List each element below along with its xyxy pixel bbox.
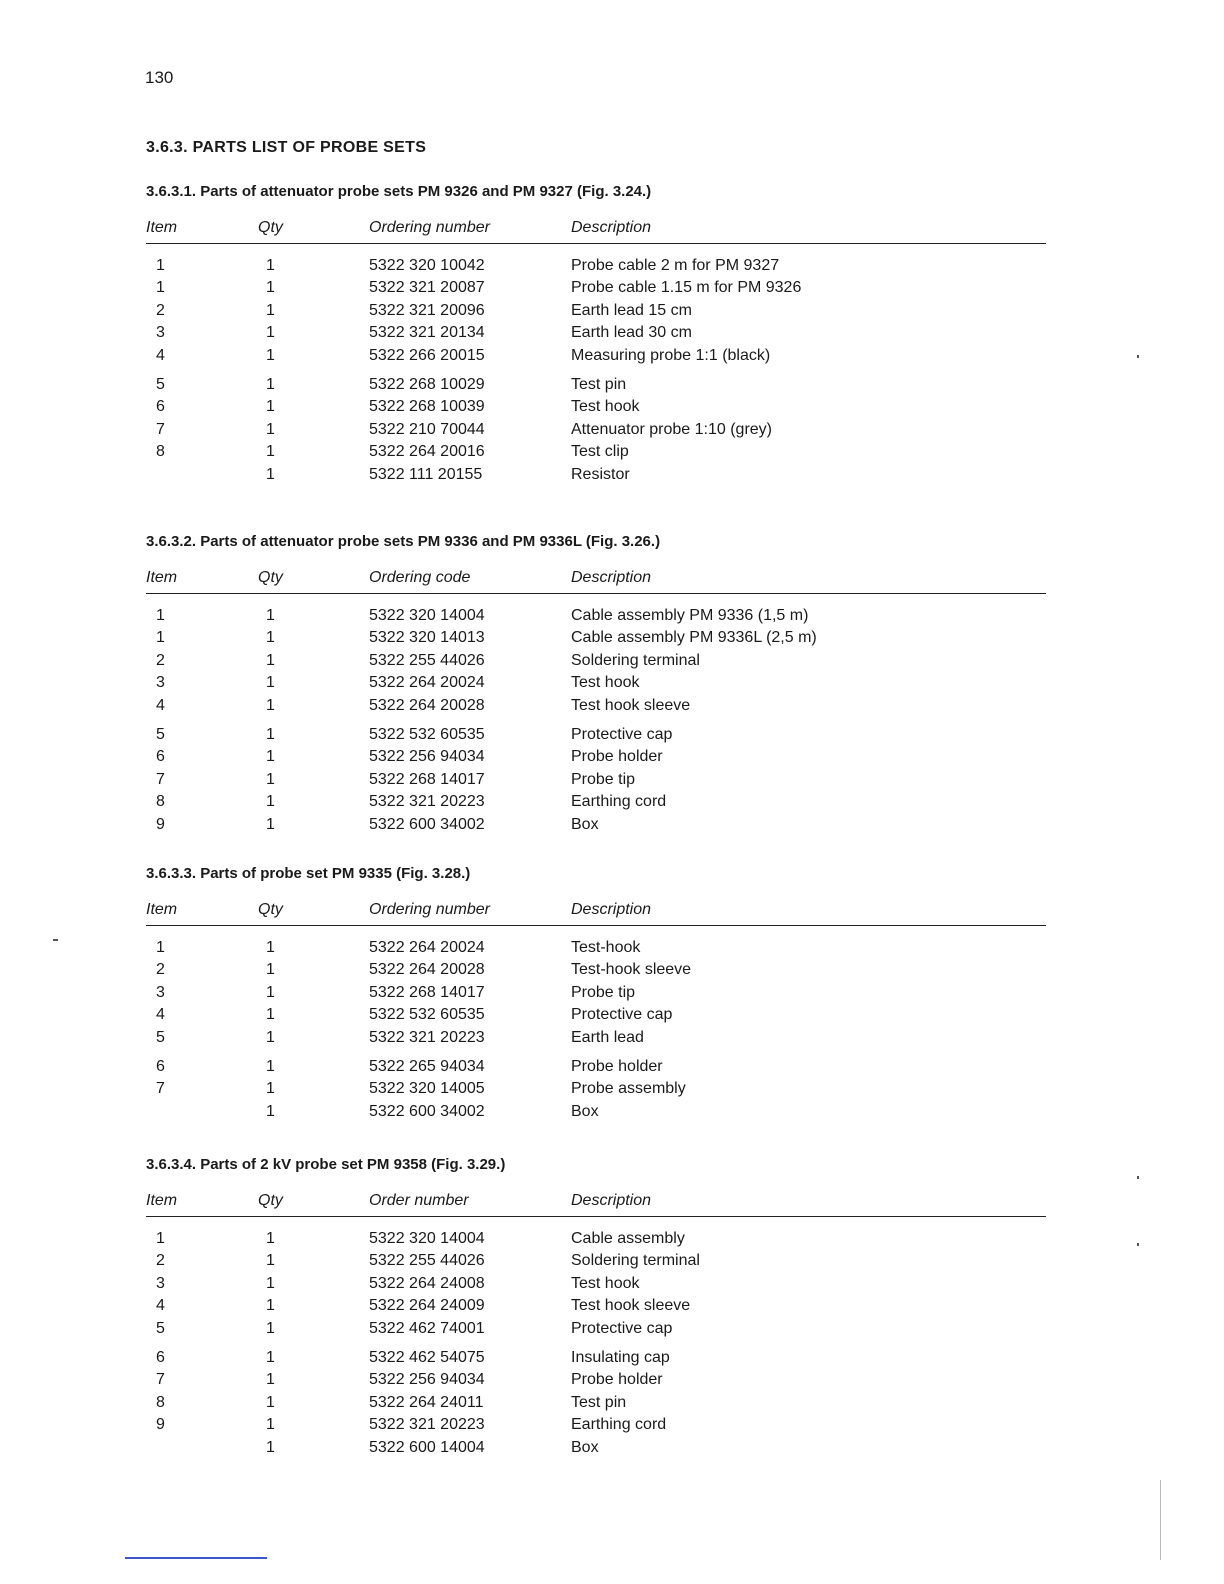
- cell-item: 2: [156, 961, 165, 979]
- cell-description: Test hook: [571, 398, 640, 416]
- table-row: [146, 697, 1046, 719]
- cell-qty: 1: [266, 961, 275, 979]
- cell-qty: 1: [266, 1371, 275, 1389]
- page-title: 3.6.3. PARTS LIST OF PROBE SETS: [146, 139, 427, 156]
- column-header-description: Description: [571, 901, 652, 918]
- cell-item: 5: [156, 1319, 165, 1337]
- cell-qty: 1: [266, 1230, 275, 1247]
- cell-item: 6: [156, 1348, 165, 1366]
- cell-ordering: 5322 264 20028: [369, 961, 485, 979]
- cell-item: 2: [156, 1252, 165, 1270]
- cell-item: 1: [156, 257, 165, 274]
- cell-description: Measuring probe 1:1 (black): [571, 346, 771, 364]
- cell-item: 8: [156, 1393, 165, 1411]
- cell-ordering: 5322 255 44026: [369, 1252, 485, 1270]
- cell-qty: 1: [266, 939, 275, 956]
- cell-description: Test pin: [571, 1393, 627, 1411]
- cell-qty: 1: [266, 420, 275, 438]
- column-header-ordering: Ordering code: [369, 569, 471, 586]
- cell-description: Protective cap: [571, 1319, 673, 1337]
- table-row: [146, 1252, 1046, 1274]
- cell-qty: 1: [266, 324, 275, 342]
- cell-item: 2: [156, 301, 165, 319]
- cell-description: Earth lead 30 cm: [571, 324, 692, 342]
- cell-qty: 1: [266, 1057, 275, 1075]
- cell-description: Soldering terminal: [571, 1252, 700, 1270]
- cell-ordering: 5322 268 14017: [369, 983, 485, 1001]
- column-header-ordering: Order number: [369, 1192, 469, 1209]
- table-row: [146, 629, 1046, 651]
- cell-description: Probe holder: [571, 1371, 663, 1389]
- table-row: [146, 1058, 1046, 1080]
- cell-description: Test hook sleeve: [571, 1297, 691, 1315]
- column-header-item: Item: [146, 219, 178, 236]
- cell-ordering: 5322 256 94034: [369, 1371, 485, 1389]
- cell-ordering: 5322 264 24011: [369, 1393, 484, 1411]
- table-row: [146, 347, 1046, 369]
- cell-description: Probe assembly: [571, 1080, 686, 1098]
- cell-description: Probe cable 2 m for PM 9327: [571, 257, 780, 274]
- cell-description: Test clip: [571, 443, 629, 461]
- cell-item: 5: [156, 375, 165, 393]
- cell-ordering: 5322 532 60535: [369, 1006, 485, 1024]
- table-row: [146, 1297, 1046, 1319]
- cell-ordering: 5322 600 34002: [369, 815, 485, 833]
- cell-qty: 1: [266, 279, 275, 297]
- table-row: [146, 257, 1046, 279]
- cell-qty: 1: [266, 1102, 275, 1120]
- section-title: 3.6.3.2. Parts of attenuator probe sets PM 9336 and PM 9336L (Fig. 3.26.): [146, 533, 661, 550]
- table-row: [146, 1439, 1046, 1461]
- cell-description: Test hook: [571, 674, 640, 692]
- column-header-description: Description: [571, 219, 652, 236]
- cell-item: 1: [156, 629, 165, 647]
- cell-description: Cable assembly PM 9336 (1,5 m): [571, 607, 809, 624]
- cell-description: Resistor: [571, 465, 630, 483]
- cell-item: 7: [156, 770, 165, 788]
- cell-qty: 1: [266, 607, 275, 624]
- cell-qty: 1: [266, 1006, 275, 1024]
- table-header: [146, 901, 1046, 925]
- cell-ordering: 5322 264 24009: [369, 1297, 485, 1315]
- cell-description: Probe tip: [571, 770, 636, 788]
- cell-qty: 1: [266, 748, 275, 766]
- cell-ordering: 5322 268 14017: [369, 770, 485, 788]
- cell-ordering: 5322 320 10042: [369, 257, 485, 274]
- cell-qty: 1: [266, 696, 275, 714]
- column-header-qty: Qty: [258, 219, 283, 236]
- cell-description: Test-hook sleeve: [571, 961, 692, 979]
- cell-qty: 1: [266, 1274, 275, 1292]
- cell-item: 8: [156, 793, 165, 811]
- table-header: [146, 569, 1046, 593]
- cell-description: Box: [571, 815, 599, 833]
- cell-qty: 1: [266, 629, 275, 647]
- cell-ordering: 5322 264 24008: [369, 1274, 485, 1292]
- cell-qty: 1: [266, 1319, 275, 1337]
- table-row: [146, 1320, 1046, 1342]
- cell-description: Box: [571, 1102, 599, 1120]
- cell-qty: 1: [266, 375, 275, 393]
- cell-item: 8: [156, 443, 165, 461]
- table-row: [146, 1394, 1046, 1416]
- cell-item: 9: [156, 1416, 165, 1434]
- cell-ordering: 5322 321 20223: [369, 1416, 485, 1434]
- table-row: [146, 939, 1046, 961]
- header-rule: [146, 243, 1046, 244]
- cell-description: Cable assembly PM 9336L (2,5 m): [571, 629, 817, 647]
- cell-qty: 1: [266, 651, 275, 669]
- table-row: [146, 443, 1046, 465]
- cell-qty: 1: [266, 983, 275, 1001]
- column-header-ordering: Ordering number: [369, 901, 490, 918]
- cell-ordering: 5322 532 60535: [369, 725, 485, 743]
- cell-qty: 1: [266, 674, 275, 692]
- table-row: [146, 652, 1046, 674]
- cell-ordering: 5322 268 10039: [369, 398, 485, 416]
- table-row: [146, 1103, 1046, 1125]
- cell-description: Earthing cord: [571, 1416, 667, 1434]
- column-header-qty: Qty: [258, 901, 283, 918]
- cell-ordering: 5322 320 14004: [369, 1230, 485, 1247]
- cell-item: 7: [156, 1080, 165, 1098]
- cell-ordering: 5322 210 70044: [369, 420, 485, 438]
- column-header-item: Item: [146, 569, 178, 586]
- cell-qty: 1: [266, 1348, 275, 1366]
- cell-qty: 1: [266, 1080, 275, 1098]
- cell-item: 5: [156, 725, 165, 743]
- cell-description: Test-hook: [571, 939, 641, 956]
- table-header: [146, 1192, 1046, 1216]
- table-row: [146, 793, 1046, 815]
- cell-item: 3: [156, 983, 165, 1001]
- cell-description: Cable assembly: [571, 1230, 685, 1247]
- cell-ordering: 5322 321 20223: [369, 793, 485, 811]
- cell-qty: 1: [266, 770, 275, 788]
- table-body: [146, 939, 1046, 1125]
- column-header-ordering: Ordering number: [369, 219, 490, 236]
- cell-qty: 1: [266, 257, 275, 274]
- cell-ordering: 5322 264 20028: [369, 696, 485, 714]
- cell-ordering: 5322 600 14004: [369, 1438, 485, 1456]
- cell-description: Probe holder: [571, 1057, 663, 1075]
- cell-item: 7: [156, 420, 165, 438]
- cell-qty: 1: [266, 1416, 275, 1434]
- cell-item: 4: [156, 696, 165, 714]
- table-row: [146, 984, 1046, 1006]
- table-row: [146, 1416, 1046, 1438]
- table-row: [146, 771, 1046, 793]
- cell-qty: 1: [266, 1297, 275, 1315]
- cell-qty: 1: [266, 725, 275, 743]
- column-header-description: Description: [571, 1192, 652, 1209]
- table-row: [146, 1349, 1046, 1371]
- cell-description: Probe holder: [571, 748, 663, 766]
- cell-description: Box: [571, 1438, 599, 1456]
- column-header-qty: Qty: [258, 569, 283, 586]
- table-row: [146, 324, 1046, 346]
- column-header-description: Description: [571, 569, 652, 586]
- cell-description: Test pin: [571, 375, 627, 393]
- cell-qty: 1: [266, 1393, 275, 1411]
- cell-ordering: 5322 268 10029: [369, 375, 485, 393]
- cell-qty: 1: [266, 301, 275, 319]
- cell-item: 1: [156, 1230, 165, 1247]
- cell-item: 4: [156, 346, 165, 364]
- table-row: [146, 1371, 1046, 1393]
- cell-item: 3: [156, 1274, 165, 1292]
- cell-ordering: 5322 264 20016: [369, 443, 485, 461]
- table-row: [146, 302, 1046, 324]
- cell-item: 6: [156, 398, 165, 416]
- page-number: 130: [145, 68, 174, 87]
- cell-item: 2: [156, 651, 165, 669]
- table-row: [146, 466, 1046, 488]
- cell-description: Earthing cord: [571, 793, 667, 811]
- cell-ordering: 5322 255 44026: [369, 651, 485, 669]
- table-row: [146, 421, 1046, 443]
- cell-description: Insulating cap: [571, 1348, 670, 1366]
- table-row: [146, 607, 1046, 629]
- parts-section-4: [146, 1156, 1046, 1461]
- parts-section-2: [146, 533, 1046, 838]
- cell-item: 3: [156, 324, 165, 342]
- cell-ordering: 5322 256 94034: [369, 748, 485, 766]
- cell-qty: 1: [266, 443, 275, 461]
- cell-description: Probe tip: [571, 983, 636, 1001]
- cell-ordering: 5322 266 20015: [369, 346, 485, 364]
- table-row: [146, 1275, 1046, 1297]
- cell-qty: 1: [266, 1252, 275, 1270]
- parts-section-1: [146, 183, 1046, 488]
- cell-ordering: 5322 600 34002: [369, 1102, 485, 1120]
- cell-qty: 1: [266, 793, 275, 811]
- cell-ordering: 5322 321 20134: [369, 324, 485, 342]
- cell-description: Test hook: [571, 1274, 640, 1292]
- cell-description: Test hook sleeve: [571, 696, 691, 714]
- table-row: [146, 816, 1046, 838]
- footer-rule: [125, 1557, 267, 1559]
- table-row: [146, 279, 1046, 301]
- cell-ordering: 5322 320 14013: [369, 629, 485, 647]
- table-body: [146, 607, 1046, 838]
- table-row: [146, 726, 1046, 748]
- cell-ordering: 5322 320 14005: [369, 1080, 485, 1098]
- table-row: [146, 748, 1046, 770]
- cell-item: 1: [156, 279, 165, 297]
- cell-item: 1: [156, 607, 165, 624]
- cell-ordering: 5322 264 20024: [369, 674, 485, 692]
- table-header: [146, 219, 1046, 243]
- cell-ordering: 5322 320 14004: [369, 607, 485, 624]
- cell-ordering: 5322 321 20096: [369, 301, 485, 319]
- cell-item: 4: [156, 1006, 165, 1024]
- table-row: [146, 376, 1046, 398]
- cell-ordering: 5322 462 54075: [369, 1348, 485, 1366]
- header-rule: [146, 925, 1046, 926]
- cell-description: Soldering terminal: [571, 651, 700, 669]
- cell-description: Earth lead 15 cm: [571, 301, 692, 319]
- table-row: [146, 674, 1046, 696]
- cell-description: Protective cap: [571, 725, 673, 743]
- table-body: [146, 1230, 1046, 1461]
- cell-ordering: 5322 462 74001: [369, 1319, 485, 1337]
- cell-item: 4: [156, 1297, 165, 1315]
- cell-qty: 1: [266, 465, 275, 483]
- cell-description: Protective cap: [571, 1006, 673, 1024]
- cell-ordering: 5322 321 20087: [369, 279, 485, 297]
- section-title: 3.6.3.3. Parts of probe set PM 9335 (Fig. 3.28.): [146, 865, 471, 882]
- table-row: [146, 961, 1046, 983]
- table-row: [146, 398, 1046, 420]
- column-header-item: Item: [146, 901, 178, 918]
- header-rule: [146, 1216, 1046, 1217]
- cell-item: 3: [156, 674, 165, 692]
- cell-item: 1: [156, 939, 165, 956]
- table-row: [146, 1006, 1046, 1028]
- cell-ordering: 5322 264 20024: [369, 939, 485, 956]
- cell-description: Earth lead: [571, 1028, 644, 1046]
- cell-qty: 1: [266, 1028, 275, 1046]
- cell-item: 7: [156, 1371, 165, 1389]
- cell-qty: 1: [266, 398, 275, 416]
- table-body: [146, 257, 1046, 488]
- parts-section-3: [146, 865, 1046, 1125]
- cell-qty: 1: [266, 815, 275, 833]
- cell-description: Probe cable 1.15 m for PM 9326: [571, 279, 802, 297]
- cell-item: 9: [156, 815, 165, 833]
- cell-ordering: 5322 265 94034: [369, 1057, 485, 1075]
- cell-item: 6: [156, 1057, 165, 1075]
- cell-qty: 1: [266, 1438, 275, 1456]
- table-row: [146, 1080, 1046, 1102]
- cell-qty: 1: [266, 346, 275, 364]
- column-header-item: Item: [146, 1192, 178, 1209]
- table-row: [146, 1230, 1046, 1252]
- table-row: [146, 1029, 1046, 1051]
- section-title: 3.6.3.4. Parts of 2 kV probe set PM 9358 (Fig. 3.29.): [146, 1156, 506, 1173]
- cell-ordering: 5322 111 20155: [369, 465, 483, 483]
- section-title: 3.6.3.1. Parts of attenuator probe sets PM 9326 and PM 9327 (Fig. 3.24.): [146, 183, 652, 200]
- cell-item: 6: [156, 748, 165, 766]
- cell-description: Attenuator probe 1:10 (grey): [571, 420, 773, 438]
- cell-ordering: 5322 321 20223: [369, 1028, 485, 1046]
- header-rule: [146, 593, 1046, 594]
- column-header-qty: Qty: [258, 1192, 283, 1209]
- cell-item: 5: [156, 1028, 165, 1046]
